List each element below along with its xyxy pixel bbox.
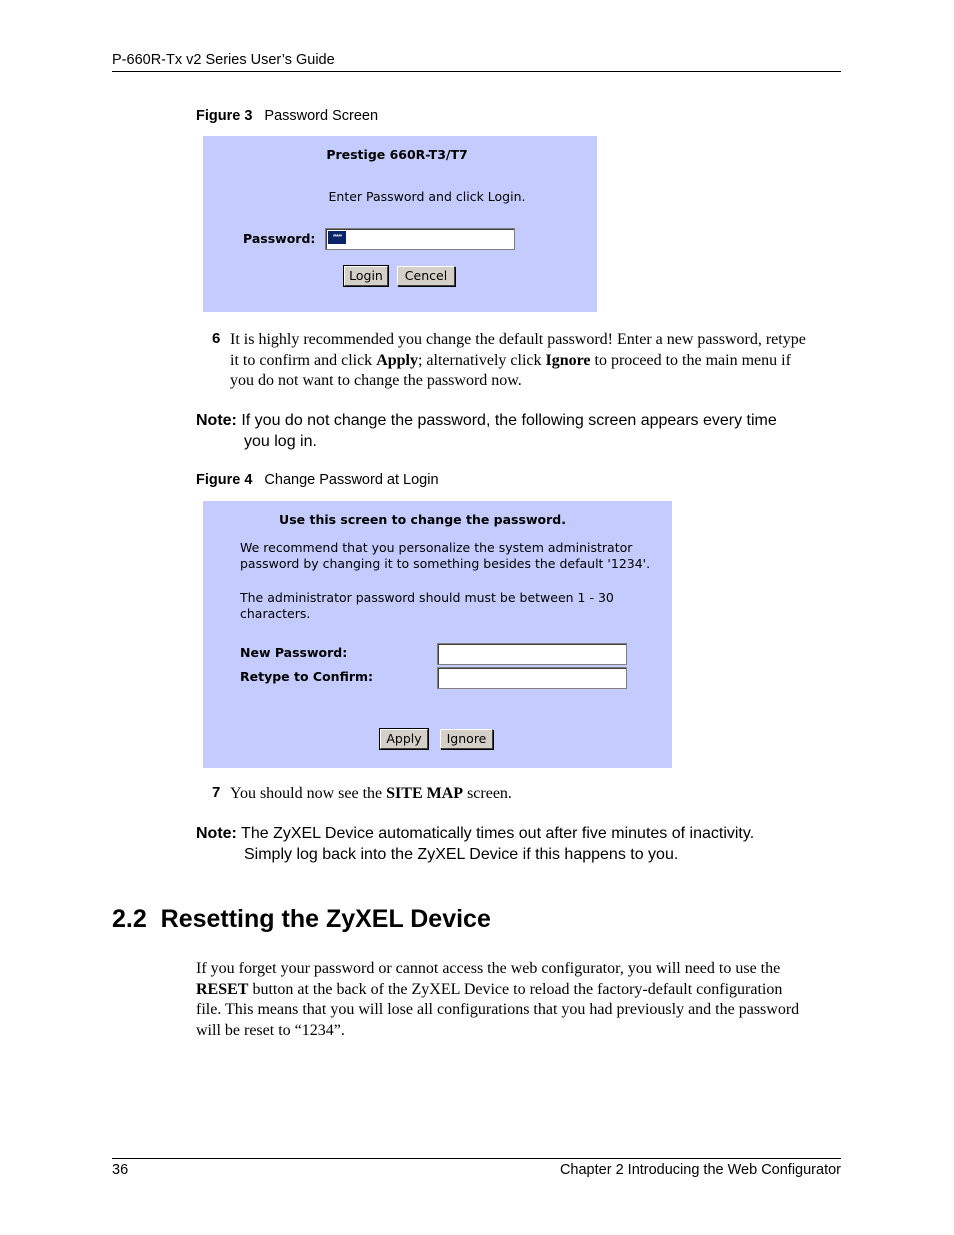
step-6-line-2 (230, 351, 845, 372)
change-password-title: Use this screen to change the password. (279, 512, 566, 527)
length-line-2: characters. (240, 606, 311, 621)
step-7-text-a: You should now see the (230, 785, 387, 802)
chapter-title: Chapter 2 Introducing the Web Configurator (559, 1162, 841, 1178)
password-label: Password: (243, 231, 316, 246)
step-7-number: 7 (212, 784, 221, 801)
password-screen (203, 136, 597, 312)
step-6-text-a: it to confirm and click (230, 351, 377, 369)
step-7-text-b: screen. (463, 785, 512, 802)
figure-3-caption (196, 108, 378, 124)
figure-4-caption (196, 472, 439, 488)
note-2 (196, 823, 846, 865)
password-input[interactable] (325, 228, 515, 250)
retype-label: Retype to Confirm: (240, 669, 374, 684)
section-line-2 (196, 980, 846, 1001)
retype-password-input[interactable] (437, 667, 627, 689)
length-line-1: The administrator password should must be between 1 - 30 (240, 590, 614, 605)
new-password-label: New Password: (240, 645, 348, 660)
length-paragraph (240, 590, 614, 622)
note-2-label: Note: (196, 825, 237, 842)
section-line-2-text: button at the back of the ZyXEL Device to reload the factory-default configuration (248, 980, 783, 998)
step-7-text (230, 784, 512, 805)
apply-term: Apply (376, 351, 418, 369)
figure-4-title: Change Password at Login (264, 472, 439, 488)
apply-button[interactable]: Apply (380, 729, 428, 749)
reset-term: RESET (196, 980, 249, 998)
step-6-number: 6 (212, 330, 221, 347)
login-instruction: Enter Password and click Login. (328, 189, 526, 204)
figure-4-label: Figure 4 (196, 472, 253, 488)
password-masked-value: ***** (328, 231, 346, 244)
new-password-input[interactable] (437, 643, 627, 665)
recommend-line-1: We recommend that you personalize the system administrator (240, 540, 633, 555)
figure-3-label: Figure 3 (196, 108, 253, 124)
figure-3-title: Password Screen (264, 108, 379, 124)
ignore-button[interactable]: Ignore (440, 729, 493, 749)
step-6-line-1: It is highly recommended you change the default password! Enter a new password, retype (230, 331, 806, 348)
note-1-label: Note: (196, 412, 237, 429)
cancel-button[interactable]: Cencel (397, 266, 455, 286)
site-map-term: SITE MAP (386, 785, 464, 802)
note-1 (196, 410, 846, 452)
step-6-text-b: ; alternatively click (417, 351, 546, 369)
header-rule (112, 71, 841, 72)
ignore-term: Ignore (545, 351, 591, 369)
note-1-line-2: you log in. (244, 433, 317, 450)
recommend-paragraph (240, 540, 650, 572)
login-button[interactable]: Login (344, 266, 388, 286)
device-title: Prestige 660R-T3/T7 (326, 147, 468, 162)
recommend-line-2: password by changing it to something besides the default '1234'. (240, 556, 651, 571)
note-2-line-2: Simply log back into the ZyXEL Device if this happens to you. (244, 846, 679, 863)
step-6-text (230, 330, 845, 392)
section-line-3: file. This means that you will lose all configurations that you had previously and the password (196, 1001, 800, 1018)
page-header: P-660R-Tx v2 Series User’s Guide (112, 52, 335, 68)
page-number: 36 (112, 1162, 129, 1178)
note-2-line-1: The ZyXEL Device automatically times out after five minutes of inactivity. (236, 825, 755, 842)
section-paragraph (196, 959, 846, 1041)
step-6-line-3: you do not want to change the password now. (230, 372, 522, 389)
footer-rule (112, 1158, 841, 1159)
change-password-screen (203, 501, 672, 768)
section-line-1: If you forget your password or cannot access the web configurator, you will need to use the (196, 960, 781, 977)
step-6-text-c: to proceed to the main menu if (590, 351, 791, 369)
section-line-4: will be reset to “1234”. (196, 1021, 345, 1039)
section-heading: 2.2 Resetting the ZyXEL Device (112, 905, 491, 933)
note-1-line-1: If you do not change the password, the following screen appears every time (236, 412, 777, 429)
